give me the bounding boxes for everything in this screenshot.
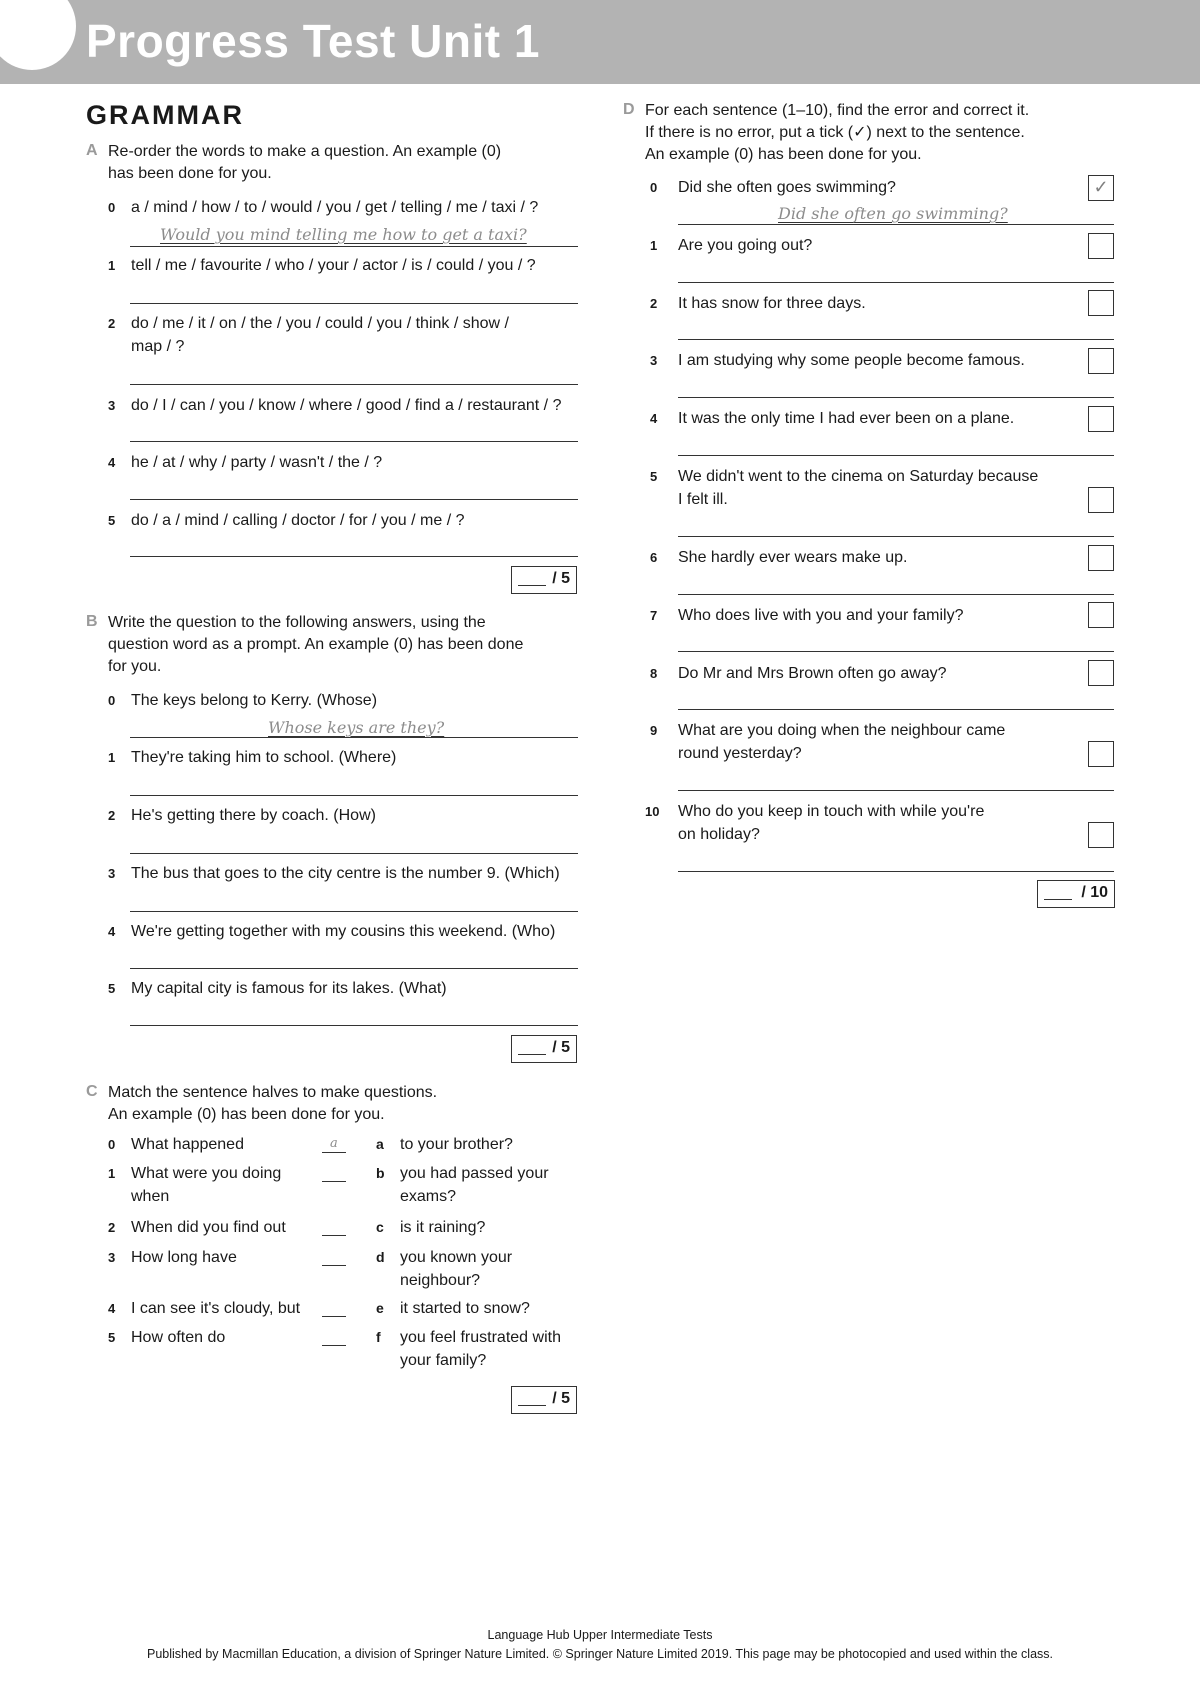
item-text: Do Mr and Mrs Brown often go away? bbox=[678, 665, 947, 682]
item-text: What were you doing bbox=[131, 1165, 282, 1182]
section-b-instruction-line: for you. bbox=[108, 658, 162, 675]
section-d-instruction-line: For each sentence (1–10), find the error and correct it. bbox=[645, 102, 1030, 119]
answer-line[interactable] bbox=[130, 499, 578, 500]
section-b-instruction-line: question word as a prompt. An example (0) has been done bbox=[108, 636, 524, 653]
item-number: 7 bbox=[650, 608, 658, 623]
item-text: it started to snow? bbox=[400, 1300, 530, 1317]
score-total: / 10 bbox=[1081, 884, 1108, 901]
example-answer: Would you mind telling me how to get a taxi? bbox=[160, 225, 527, 244]
tick-box[interactable] bbox=[1088, 406, 1114, 432]
tick-box[interactable] bbox=[1088, 233, 1114, 259]
answer-line[interactable] bbox=[678, 651, 1114, 652]
item-letter: c bbox=[376, 1219, 384, 1235]
answer-line[interactable] bbox=[678, 282, 1114, 283]
header-circle-decoration bbox=[0, 0, 76, 70]
item-number: 5 bbox=[108, 1330, 116, 1345]
item-number: 3 bbox=[108, 1250, 116, 1265]
answer-line bbox=[130, 737, 578, 738]
answer-line[interactable] bbox=[130, 968, 578, 969]
example-answer: Did she often go swimming? bbox=[778, 204, 1008, 223]
section-d-item bbox=[650, 604, 1080, 627]
section-a-instruction-line: has been done for you. bbox=[108, 165, 272, 182]
section-d-item bbox=[650, 176, 1070, 199]
tick-box bbox=[1088, 175, 1114, 201]
item-text: What happened bbox=[131, 1136, 244, 1153]
tick-box[interactable] bbox=[1088, 348, 1114, 374]
item-text: on holiday? bbox=[678, 826, 760, 843]
item-number: 2 bbox=[650, 296, 658, 311]
section-b-letter: B bbox=[86, 613, 98, 630]
match-left-item bbox=[108, 1162, 308, 1208]
item-number: 6 bbox=[650, 550, 658, 565]
score-blank bbox=[518, 1054, 546, 1055]
section-b-item bbox=[108, 920, 582, 943]
item-number: 1 bbox=[108, 750, 116, 765]
item-text: We're getting together with my cousins this weekend. (Who) bbox=[131, 923, 556, 940]
item-number: 0 bbox=[108, 200, 116, 215]
item-letter: f bbox=[376, 1329, 381, 1345]
match-right-item bbox=[376, 1133, 586, 1156]
section-d-instruction-line: An example (0) has been done for you. bbox=[645, 146, 922, 163]
item-text: I felt ill. bbox=[678, 491, 728, 508]
answer-line[interactable] bbox=[678, 709, 1114, 710]
item-text: My capital city is famous for its lakes. (What) bbox=[131, 980, 447, 997]
answer-line[interactable] bbox=[130, 441, 578, 442]
match-right-item bbox=[376, 1162, 586, 1208]
answer-line[interactable] bbox=[678, 339, 1114, 340]
item-text: What are you doing when the neighbour came bbox=[678, 722, 1006, 739]
match-blank[interactable] bbox=[322, 1181, 346, 1182]
item-text: map / ? bbox=[131, 338, 185, 355]
tick-box[interactable] bbox=[1088, 660, 1114, 686]
item-text: I am studying why some people become famous. bbox=[678, 352, 1025, 369]
section-a-instruction bbox=[108, 141, 501, 185]
answer-line[interactable] bbox=[678, 536, 1114, 537]
item-text: when bbox=[131, 1188, 170, 1205]
answer-line bbox=[678, 224, 1114, 225]
item-text: a / mind / how / to / would / you / get / telling / me / taxi / ? bbox=[131, 199, 539, 216]
section-a-item bbox=[108, 312, 578, 358]
item-text: Who does live with you and your family? bbox=[678, 607, 964, 624]
match-right-item bbox=[376, 1326, 586, 1372]
item-text: to your brother? bbox=[400, 1136, 513, 1153]
item-number: 5 bbox=[108, 513, 116, 528]
item-text: She hardly ever wears make up. bbox=[678, 549, 908, 566]
item-text: do / a / mind / calling / doctor / for / you / me / ? bbox=[131, 512, 465, 529]
page-title: Progress Test Unit 1 bbox=[86, 15, 540, 67]
tick-box[interactable] bbox=[1088, 602, 1114, 628]
item-text: neighbour? bbox=[400, 1272, 481, 1289]
item-letter: a bbox=[376, 1136, 384, 1152]
item-text: When did you find out bbox=[131, 1219, 286, 1236]
tick-box[interactable] bbox=[1088, 741, 1114, 767]
section-a-item bbox=[108, 196, 578, 219]
section-d-item bbox=[650, 662, 1080, 685]
match-right-item bbox=[376, 1216, 586, 1239]
answer-line[interactable] bbox=[130, 556, 578, 557]
answer-line[interactable] bbox=[678, 594, 1114, 595]
section-d-item bbox=[650, 292, 1070, 315]
answer-line[interactable] bbox=[130, 911, 578, 912]
section-c-letter: C bbox=[86, 1083, 98, 1100]
footer-series: Language Hub Upper Intermediate Tests bbox=[487, 1628, 713, 1642]
section-c-instruction-line: Match the sentence halves to make questions. bbox=[108, 1084, 438, 1101]
section-d-item bbox=[650, 349, 1080, 372]
item-number: 1 bbox=[108, 258, 116, 273]
item-text: How long have bbox=[131, 1249, 237, 1266]
section-c-instruction bbox=[108, 1082, 437, 1126]
item-text: you feel frustrated with bbox=[400, 1329, 561, 1346]
item-number: 0 bbox=[650, 180, 658, 195]
item-text: you known your bbox=[400, 1249, 513, 1266]
item-letter: e bbox=[376, 1300, 384, 1316]
tick-box[interactable] bbox=[1088, 545, 1114, 571]
item-number: 3 bbox=[650, 353, 658, 368]
tick-box[interactable] bbox=[1088, 487, 1114, 513]
answer-line[interactable] bbox=[678, 790, 1114, 791]
item-number: 4 bbox=[108, 455, 116, 470]
section-d-item bbox=[645, 800, 1080, 846]
section-b-score-box[interactable] bbox=[511, 1035, 577, 1063]
item-number: 5 bbox=[108, 981, 116, 996]
item-number: 0 bbox=[108, 693, 116, 708]
item-text: It was the only time I had ever been on a plane. bbox=[678, 410, 1015, 427]
match-left-item bbox=[108, 1297, 318, 1320]
item-number: 2 bbox=[108, 1220, 116, 1235]
item-text: tell / me / favourite / who / your / actor / is / could / you / ? bbox=[131, 257, 536, 274]
answer-line[interactable] bbox=[678, 455, 1114, 456]
section-a-item bbox=[108, 451, 578, 474]
item-text: We didn't went to the cinema on Saturday because bbox=[678, 468, 1039, 485]
item-text: They're taking him to school. (Where) bbox=[131, 749, 397, 766]
item-text: Did she often goes swimming? bbox=[678, 179, 896, 196]
item-text: How often do bbox=[131, 1329, 226, 1346]
section-c-instruction-line: An example (0) has been done for you. bbox=[108, 1106, 385, 1123]
answer-line[interactable] bbox=[678, 871, 1114, 872]
section-a-letter: A bbox=[86, 142, 98, 159]
item-text: you had passed your bbox=[400, 1165, 549, 1182]
answer-line[interactable] bbox=[130, 384, 578, 385]
item-text: round yesterday? bbox=[678, 745, 802, 762]
match-blank[interactable] bbox=[322, 1235, 346, 1236]
section-a-instruction-line: Re-order the words to make a question. An example (0) bbox=[108, 143, 502, 160]
match-blank[interactable] bbox=[322, 1316, 346, 1317]
answer-line bbox=[130, 246, 578, 247]
item-text: He's getting there by coach. (How) bbox=[131, 807, 376, 824]
match-left-item bbox=[108, 1216, 308, 1239]
item-number: 3 bbox=[108, 866, 116, 881]
match-blank[interactable] bbox=[322, 1265, 346, 1266]
section-b-instruction bbox=[108, 612, 523, 678]
section-d-item bbox=[650, 719, 1080, 765]
example-match-answer: a bbox=[330, 1136, 338, 1151]
item-number: 8 bbox=[650, 666, 658, 681]
item-number: 2 bbox=[108, 808, 116, 823]
section-d-score-box[interactable] bbox=[1037, 880, 1115, 908]
section-a-item bbox=[108, 394, 578, 417]
grammar-heading: GRAMMAR bbox=[86, 100, 244, 130]
item-number: 1 bbox=[650, 238, 658, 253]
score-total: / 5 bbox=[552, 1039, 570, 1056]
section-b-item bbox=[108, 746, 578, 769]
match-blank[interactable] bbox=[322, 1345, 346, 1346]
section-d-item bbox=[650, 465, 1080, 511]
section-d-item bbox=[650, 234, 1070, 257]
answer-line[interactable] bbox=[130, 1025, 578, 1026]
item-text: do / me / it / on / the / you / could / you / think / show / bbox=[131, 315, 509, 332]
item-text: your family? bbox=[400, 1352, 487, 1369]
section-b-instruction-line: Write the question to the following answers, using the bbox=[108, 614, 486, 631]
section-c-score-box[interactable] bbox=[511, 1386, 577, 1414]
section-d-instruction-line: If there is no error, put a tick (✓) next to the sentence. bbox=[645, 124, 1025, 141]
item-text: is it raining? bbox=[400, 1219, 486, 1236]
item-letter: d bbox=[376, 1249, 385, 1265]
item-number: 4 bbox=[108, 924, 116, 939]
tick-box[interactable] bbox=[1088, 290, 1114, 316]
score-total: / 5 bbox=[552, 570, 570, 587]
answer-line[interactable] bbox=[678, 397, 1114, 398]
item-number: 9 bbox=[650, 723, 658, 738]
item-text: he / at / why / party / wasn't / the / ? bbox=[131, 454, 383, 471]
match-left-item bbox=[108, 1133, 308, 1156]
match-left-item bbox=[108, 1326, 308, 1349]
item-number: 1 bbox=[108, 1166, 116, 1181]
score-blank bbox=[1044, 899, 1072, 900]
section-b-item bbox=[108, 862, 582, 885]
section-a-item bbox=[108, 254, 578, 277]
match-right-item bbox=[376, 1246, 586, 1292]
score-total: / 5 bbox=[552, 1390, 570, 1407]
item-number: 0 bbox=[108, 1137, 116, 1152]
item-number: 4 bbox=[108, 1301, 116, 1316]
item-text: The bus that goes to the city centre is the number 9. (Which) bbox=[131, 865, 560, 882]
section-d-item bbox=[650, 546, 1070, 569]
tick-mark-icon: ✓ bbox=[1093, 177, 1109, 197]
section-d-instruction bbox=[645, 100, 1029, 166]
section-b-item bbox=[108, 689, 578, 712]
item-number: 2 bbox=[108, 316, 116, 331]
item-letter: b bbox=[376, 1165, 385, 1181]
item-text: do / I / can / you / know / where / good / find a / restaurant / ? bbox=[131, 397, 562, 414]
answer-line[interactable] bbox=[130, 795, 578, 796]
item-number: 3 bbox=[108, 398, 116, 413]
match-left-item bbox=[108, 1246, 308, 1269]
item-text: exams? bbox=[400, 1188, 457, 1205]
match-blank bbox=[322, 1152, 346, 1153]
item-text: It has snow for three days. bbox=[678, 295, 866, 312]
section-a-score-box[interactable] bbox=[511, 566, 577, 594]
section-a-item bbox=[108, 509, 578, 532]
item-text: I can see it's cloudy, but bbox=[131, 1300, 301, 1317]
section-b-item bbox=[108, 804, 578, 827]
tick-box[interactable] bbox=[1088, 822, 1114, 848]
example-answer: Whose keys are they? bbox=[268, 718, 445, 737]
item-text: Who do you keep in touch with while you're bbox=[678, 803, 985, 820]
score-blank bbox=[518, 585, 546, 586]
score-blank bbox=[518, 1405, 546, 1406]
item-number: 5 bbox=[650, 469, 658, 484]
item-number: 10 bbox=[645, 804, 660, 819]
item-number: 4 bbox=[650, 411, 658, 426]
match-right-item bbox=[376, 1297, 586, 1320]
answer-line[interactable] bbox=[130, 853, 578, 854]
section-d-letter: D bbox=[623, 101, 635, 118]
item-text: Are you going out? bbox=[678, 237, 813, 254]
item-text: The keys belong to Kerry. (Whose) bbox=[131, 692, 378, 709]
answer-line[interactable] bbox=[130, 303, 578, 304]
page-header bbox=[0, 0, 1200, 84]
section-d-item bbox=[650, 407, 1080, 430]
section-b-item bbox=[108, 977, 578, 1000]
footer-copyright: Published by Macmillan Education, a division of Springer Nature Limited. © Springer Nature Limited 2019. This page may be photocopied and used within the class. bbox=[146, 1647, 1053, 1661]
